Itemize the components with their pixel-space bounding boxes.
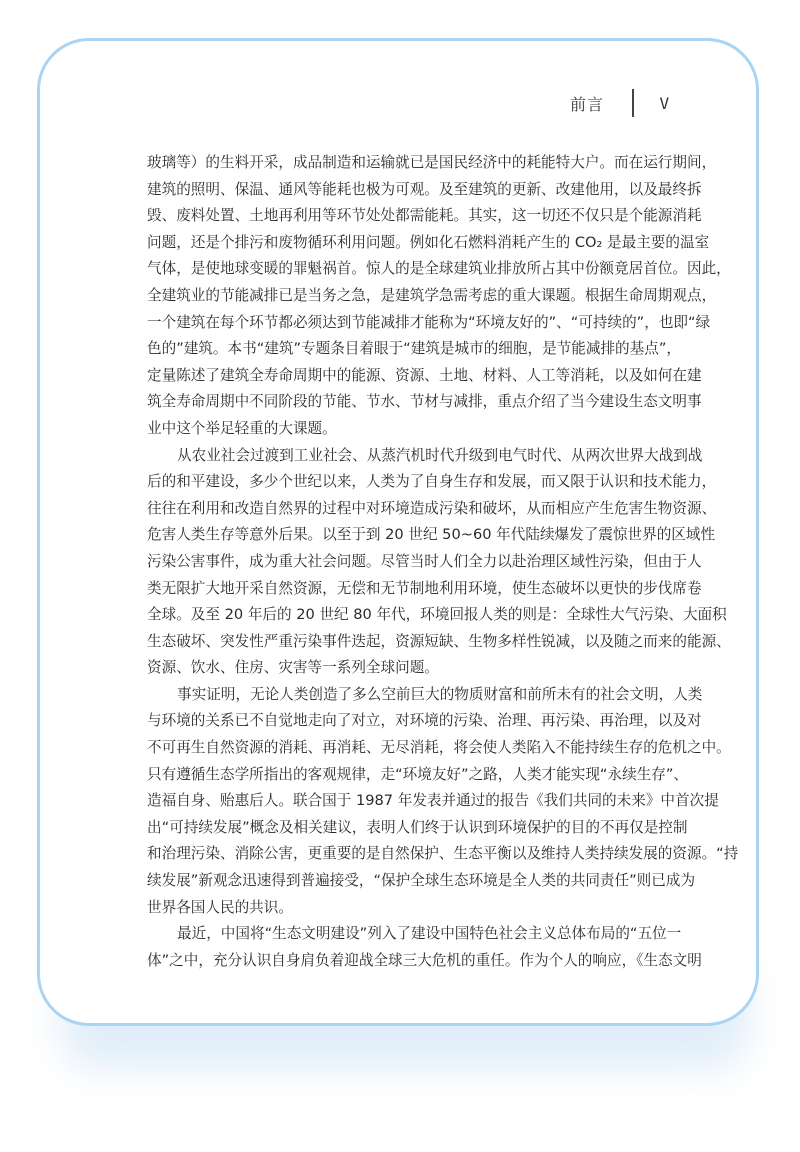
text-line: 全建筑业的节能减排已是当务之急，是建筑学急需考虑的重大课题。根据生命周期观点， xyxy=(147,286,717,304)
text-line: 事实证明，无论人类创造了多么空前巨大的物质财富和前所未有的社会文明，人类 xyxy=(177,685,703,703)
header-divider xyxy=(632,89,634,117)
text-line: 与环境的关系已不自觉地走向了对立，对环境的污染、治理、再污染、再治理，以及对 xyxy=(147,712,702,730)
section-title: 前言 xyxy=(569,94,604,114)
text-line: 类无限扩大地开采自然资源，无偿和无节制地利用环境，使生态破坏以更快的步伐席卷 xyxy=(147,579,702,597)
text-line: 造福自身、贻惠后人。联合国于 1987 年发表并通过的报告《我们共同的未来》中首次提 xyxy=(147,792,719,810)
text-line: 筑全寿命周期中不同阶段的节能、节水、节材与减排，重点介绍了当今建设生态文明事 xyxy=(147,393,702,411)
text-line: 世界各国人民的共识。 xyxy=(147,898,293,916)
text-line: 玻璃等）的生料开采，成品制造和运输就已是国民经济中的耗能特大户。而在运行期间， xyxy=(147,154,717,171)
text-line: 毁、废料处置、土地再利用等环节处处都需能耗。其实，这一切还不仅只是个能源消耗 xyxy=(147,207,702,225)
text-line: 问题，还是个排污和废物循环利用问题。例如化石燃料消耗产生的 CO₂ 是最主要的温室 xyxy=(147,233,710,251)
text-line: 不可再生自然资源的消耗、再消耗、无尽消耗，将会使人类陷入不能持续生存的危机之中。 xyxy=(147,739,731,757)
text-line: 体”之中，充分认识自身肩负着迎战全球三大危机的重任。作为个人的响应，《生态文明 xyxy=(147,951,702,969)
paragraph xyxy=(147,921,702,974)
text-line: 续发展”新观念迅速得到普遍接受，“保护全球生态环境是全人类的共同责任”则已成为 xyxy=(147,872,696,890)
paragraph xyxy=(147,443,731,682)
text-line: 从农业社会过渡到工业社会、从蒸汽机时代升级到电气时代、从两次世界大战到战 xyxy=(177,446,703,464)
text-line: 和治理污染、消除公害，更重要的是自然保护、生态平衡以及维持人类持续发展的资源。“持 xyxy=(147,845,739,863)
text-line: 往往在利用和改造自然界的过程中对环境造成污染和破坏，从而相应产生危害生物资源、 xyxy=(147,499,717,517)
text-line: 定量陈述了建筑全寿命周期中的能源、资源、土地、材料、人工等消耗，以及如何在建 xyxy=(147,366,702,384)
paragraph xyxy=(147,682,739,921)
text-line: 只有遵循生态学所指出的客观规律，走“环境友好”之路，人类才能实现“永续生存”、 xyxy=(147,765,689,783)
text-line: 业中这个举足轻重的大课题。 xyxy=(147,419,337,437)
paragraph xyxy=(147,150,731,443)
running-head xyxy=(540,88,669,118)
text-line: 全球。及至 20 年后的 20 世纪 80 年代，环境回报人类的则是：全球性大气污染、大面积 xyxy=(147,606,727,624)
text-line: 生态破坏、突发性严重污染事件迭起，资源短缺、生物多样性锐减，以及随之而来的能源、 xyxy=(147,632,731,650)
text-line: 出“可持续发展”概念及相关建议，表明人们终于认识到环境保护的目的不再仅是控制 xyxy=(147,818,688,836)
text-line: 资源、饮水、住房、灾害等一系列全球问题。 xyxy=(147,659,439,677)
text-line: 最近，中国将“生态文明建设”列入了建设中国特色社会主义总体布局的“五位一 xyxy=(177,925,682,943)
text-line: 一个建筑在每个环节都必须达到节能减排才能称为“环境友好的”、“可持续的”，也即“绿 xyxy=(147,313,711,331)
page-number: V xyxy=(659,93,670,113)
text-line: 污染公害事件，成为重大社会问题。尽管当时人们全力以赴治理区域性污染，但由于人 xyxy=(147,552,702,570)
text-line: 危害人类生存等意外后果。以至于到 20 世纪 50~60 年代陆续爆发了震惊世界的区域性 xyxy=(147,526,716,544)
text-line: 气体，是使地球变暖的罪魁祸首。惊人的是全球建筑业排放所占其中份额竟居首位。因此， xyxy=(147,260,731,278)
text-line: 建筑的照明、保温、通风等能耗也极为可观。及至建筑的更新、改建他用，以及最终拆 xyxy=(147,180,702,198)
body-text xyxy=(147,150,739,974)
text-line: 后的和平建设，多少个世纪以来，人类为了自身生存和发展，而又限于认识和技术能力， xyxy=(147,473,717,491)
text-line: 色的”建筑。本书“建筑”专题条目着眼于“建筑是城市的细胞，是节能减排的基点”， xyxy=(147,340,681,358)
